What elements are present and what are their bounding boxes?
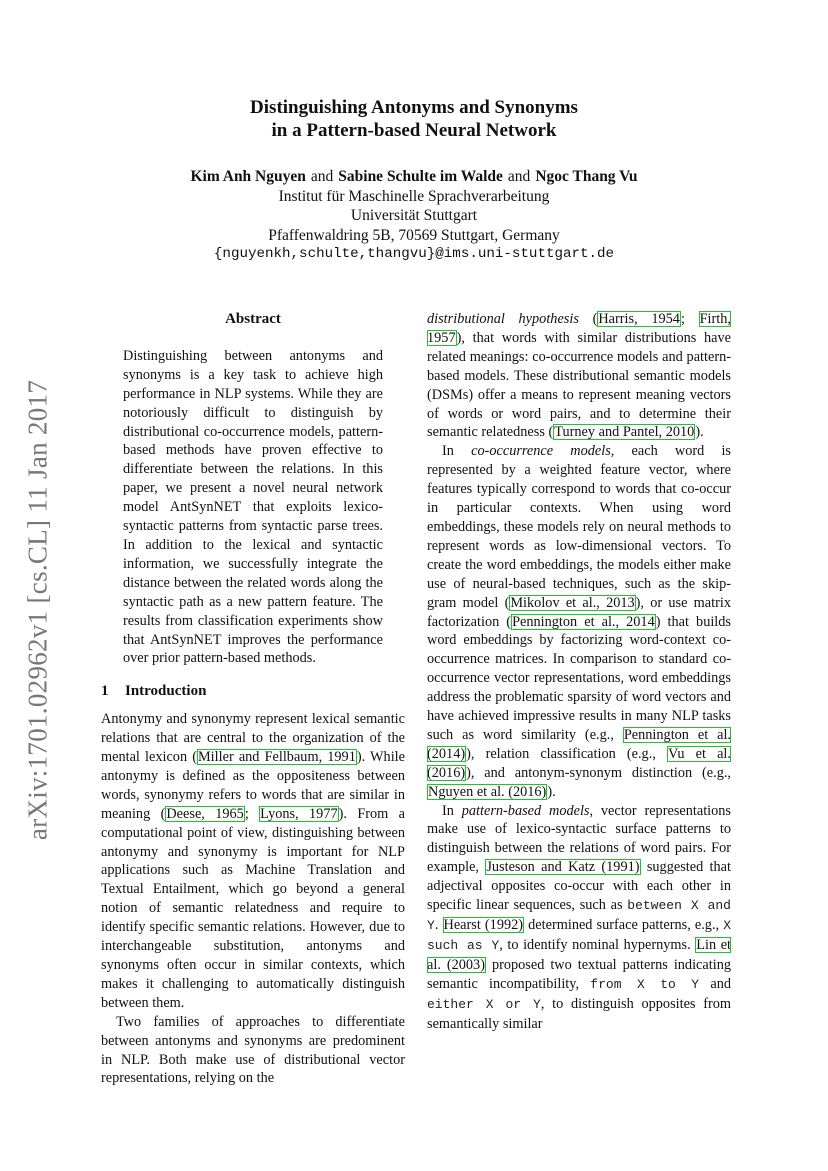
emphasis-text: pattern-based models: [461, 802, 590, 819]
text-run: determined surface patterns, e.g.,: [524, 917, 724, 933]
citation-link[interactable]: Turney and Pantel, 2010: [554, 424, 695, 441]
author-3: Ngoc Thang Vu: [535, 168, 638, 185]
affiliation-address: Pfaffenwaldring 5B, 70569 Stuttgart, Germany: [268, 226, 560, 244]
text-run: , to distinguish opposites from semantically similar: [427, 995, 731, 1032]
citation-link[interactable]: Miller and Fellbaum, 1991: [197, 749, 356, 766]
affiliation-institute: Institut für Maschinelle Sprachverarbeitung: [278, 187, 550, 205]
right-column: [427, 310, 731, 1033]
citation-link[interactable]: Vu et al. (2016): [427, 745, 731, 781]
author-2: Sabine Schulte im Walde: [338, 168, 503, 185]
citation-link[interactable]: Deese, 1965: [166, 805, 244, 822]
text-run: ;: [680, 311, 699, 327]
text-run: ), that words with similar distributions have related meanings: co-occurrence models and pattern-based models. These distributional semantic models (DSMs) offer a means to represent meaning vectors of words or word pairs, and to determine their semantic relatedness (: [427, 329, 731, 441]
arxiv-sidebar: [16, 370, 60, 850]
pattern-code: X such as Y: [427, 918, 732, 953]
intro-paragraph-2-continued: [427, 310, 731, 442]
emphasis-text: co-occurrence models: [471, 443, 611, 460]
text-run: ). From a computational point of view, distinguishing between antonymy and synonymy is important for NLP applications such as Machine Translation and Textual Entailment, which go beyond a general notion of semantic relatedness and require to identify specific semantic relations. However, due to interchangeable substitution, antonyms and synonyms often occur in similar contexts, which makes it challenging to automatically distinguish between them.: [101, 805, 405, 1011]
emphasis-text: distributional hypothesis: [427, 311, 579, 327]
pattern-code: from X to Y: [590, 976, 700, 992]
text-run: , each word is represented by a weighted feature vector, where features typically correspond to words that co-occur in particular contexts. When using word embeddings, these models rely on neural methods to represent words as low-dimensional vectors. To create the word embeddings, the models either make use of neural-based techniques, such as the skip-gram model (: [427, 443, 731, 611]
text-run: (: [578, 311, 598, 327]
text-run: ) that builds word embeddings by factorizing word-context co-occurrence matrices. In comparison to standard co-occurrence vector representations, word embeddings address the problematic sparsity of word vectors and have achieved impressive results in many NLP tasks such as word similarity (e.g.,: [427, 613, 731, 743]
text-run: Two families of approaches to differentiate between antonyms and synonyms are predominent in NLP. Both make use of distributional vector representations, relying on the: [101, 1013, 405, 1087]
citation-link[interactable]: Lyons, 1977: [260, 805, 338, 822]
intro-paragraph-3: [427, 442, 731, 801]
paper-title: [0, 96, 828, 142]
text-run: proposed two textual patterns indicating semantic incompatibility,: [427, 956, 731, 992]
text-run: ).: [547, 783, 556, 800]
text-run: .: [434, 917, 443, 933]
text-run: ), and antonym-synonym distinction (e.g.,: [466, 764, 731, 781]
text-run: ). While antonymy is defined as the oppositeness between words, synonymy refers to words that are similar in meaning (: [101, 749, 405, 822]
author-1: Kim Anh Nguyen: [190, 168, 306, 185]
text-run: and: [699, 975, 731, 992]
intro-paragraph-2-start: [101, 1013, 405, 1089]
author-separator: and: [507, 168, 531, 185]
citation-link[interactable]: Mikolov et al., 2013: [510, 594, 635, 611]
text-run: In: [442, 802, 462, 819]
author-block: [0, 167, 828, 265]
text-run: In: [442, 443, 472, 460]
citation-link[interactable]: Nguyen et al. (2016): [428, 783, 547, 800]
author-names: [0, 167, 828, 187]
section-title: Introduction: [125, 683, 207, 700]
abstract-heading: Abstract: [225, 311, 281, 327]
arxiv-identifier: arXiv:1701.02962v1 [cs.CL] 11 Jan 2017: [22, 379, 53, 841]
text-run: ;: [244, 805, 260, 822]
abstract-text: Distinguishing between antonyms and synonyms is a key task to achieve high performance in NLP systems. While they are notoriously difficult to distinguish by distributional co-occurrence models, pattern-based methods have proven effective to differentiate between the relations. In this paper, we present a novel neural network model AntSynNET that exploits lexico-syntactic patterns from syntactic parse trees. In addition to the lexical and syntactic information, we successfully integrate the distance between the related words along the syntactic path as a new pattern feature. The results from classification experiments show that AntSynNET improves the performance over prior pattern-based methods.: [123, 347, 383, 667]
text-run: ).: [695, 424, 704, 441]
pattern-code: between X and Y: [427, 898, 731, 933]
citation-link[interactable]: Harris, 1954: [598, 311, 680, 327]
intro-paragraph-4: [427, 802, 731, 1034]
intro-paragraph-1: [101, 710, 405, 1013]
pattern-code: either X or Y: [427, 996, 541, 1012]
author-emails: {nguyenkh,schulte,thangvu}@ims.uni-stuttgart.de: [213, 246, 615, 262]
text-run: , to identify nominal hypernyms.: [499, 936, 696, 953]
citation-link[interactable]: Pennington et al. (2014): [427, 726, 731, 762]
text-run: ), or use matrix factorization (: [427, 594, 731, 630]
text-run: suggested that adjectival opposites co-occur with each other in specific linear sequences, such as: [427, 859, 731, 914]
author-separator: and: [310, 168, 334, 185]
citation-link[interactable]: Lin et al. (2003): [427, 936, 732, 973]
text-run: Antonymy and synonymy represent lexical semantic relations that are central to the organization of the mental lexicon (: [101, 711, 405, 766]
citation-link[interactable]: Justeson and Katz (1991): [486, 859, 640, 876]
section-number: 1: [101, 683, 109, 700]
citation-link[interactable]: Firth, 1957: [427, 311, 731, 346]
left-column: [101, 310, 405, 1088]
text-run: ), relation classification (e.g.,: [466, 745, 667, 762]
title-line-1: Distinguishing Antonyms and Synonyms: [250, 97, 578, 118]
title-line-2: in a Pattern-based Neural Network: [271, 120, 557, 141]
citation-link[interactable]: Pennington et al., 2014: [512, 613, 655, 630]
affiliation-university: Universität Stuttgart: [350, 207, 478, 224]
citation-link[interactable]: Hearst (1992): [443, 917, 524, 933]
text-run: , vector representations make use of lexico-syntactic surface patterns to distinguish between the relations of word pairs. For example,: [427, 802, 731, 876]
section-heading-introduction: [101, 682, 405, 701]
